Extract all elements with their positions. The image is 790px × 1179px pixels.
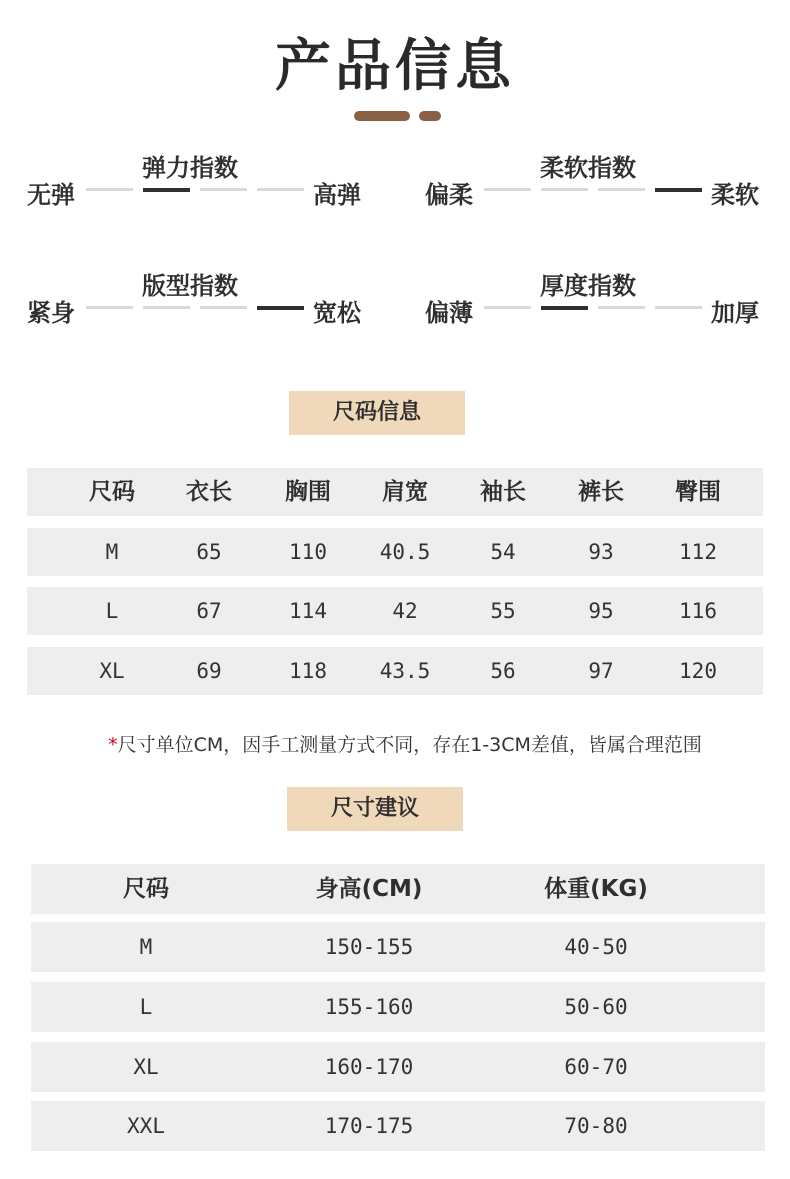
table-row bbox=[31, 922, 765, 972]
table-cell: 93 bbox=[588, 540, 614, 564]
index-left-label: 偏柔 bbox=[425, 181, 473, 209]
index-right-label: 宽松 bbox=[313, 299, 361, 327]
table-cell: 42 bbox=[392, 599, 418, 623]
table-cell: 118 bbox=[289, 659, 327, 683]
table-cell: 120 bbox=[679, 659, 717, 683]
table-row bbox=[27, 528, 763, 576]
table-header-cell: 身高(CM) bbox=[315, 876, 423, 902]
index-right-label: 加厚 bbox=[711, 299, 759, 327]
table-cell: 170-175 bbox=[324, 1114, 414, 1138]
index-title: 柔软指数 bbox=[540, 154, 636, 182]
index-active-segment bbox=[143, 188, 190, 192]
table-cell: L bbox=[139, 995, 153, 1019]
index-title: 厚度指数 bbox=[540, 272, 636, 300]
table-header-cell: 衣长 bbox=[186, 479, 232, 505]
title-underline-long bbox=[354, 111, 410, 121]
table-row bbox=[27, 587, 763, 635]
table-row bbox=[31, 1101, 765, 1151]
table-cell: 69 bbox=[196, 659, 222, 683]
table-cell: 70-80 bbox=[564, 1114, 628, 1138]
table-cell: 114 bbox=[289, 599, 327, 623]
index-segment bbox=[598, 188, 645, 191]
index-segment bbox=[484, 188, 531, 191]
table-cell: 55 bbox=[490, 599, 516, 623]
table-header-cell: 臀围 bbox=[675, 479, 721, 505]
table-cell: 160-170 bbox=[324, 1055, 414, 1079]
size-note bbox=[0, 730, 790, 757]
index-segment bbox=[598, 306, 645, 309]
index-right-label: 柔软 bbox=[711, 181, 759, 209]
table-cell: 65 bbox=[196, 540, 222, 564]
table-header-cell: 袖长 bbox=[480, 479, 526, 505]
index-segment bbox=[86, 188, 133, 191]
index-left-label: 无弹 bbox=[27, 181, 75, 209]
table-cell: L bbox=[105, 599, 119, 623]
table-cell: 43.5 bbox=[379, 659, 431, 683]
index-active-segment bbox=[257, 306, 304, 310]
table-row bbox=[31, 982, 765, 1032]
table-cell: 56 bbox=[490, 659, 516, 683]
table-cell: 40-50 bbox=[564, 935, 628, 959]
index-segment bbox=[484, 306, 531, 309]
table-cell: 97 bbox=[588, 659, 614, 683]
page-title: 产品信息 bbox=[275, 34, 515, 99]
index-segment bbox=[86, 306, 133, 309]
table-cell: 112 bbox=[679, 540, 717, 564]
table-header-cell: 胸围 bbox=[285, 479, 331, 505]
index-title: 弹力指数 bbox=[142, 154, 238, 182]
table-header-cell: 尺码 bbox=[89, 479, 135, 505]
table-cell: M bbox=[105, 540, 119, 564]
table-header-row bbox=[27, 468, 763, 516]
title-underline-short bbox=[419, 111, 441, 121]
index-active-segment bbox=[655, 188, 702, 192]
table-row bbox=[27, 647, 763, 695]
note-star: * bbox=[108, 734, 118, 756]
index-segment bbox=[143, 306, 190, 309]
table-header-row bbox=[31, 864, 765, 914]
table-cell: XL bbox=[133, 1055, 159, 1079]
index-title: 版型指数 bbox=[142, 272, 238, 300]
index-left-label: 紧身 bbox=[27, 299, 75, 327]
table-header-cell: 体重(KG) bbox=[544, 876, 648, 902]
index-segment bbox=[541, 188, 588, 191]
table-cell: 95 bbox=[588, 599, 614, 623]
index-active-segment bbox=[541, 306, 588, 310]
index-segment bbox=[200, 306, 247, 309]
table-header-cell: 肩宽 bbox=[382, 479, 428, 505]
table-cell: 116 bbox=[679, 599, 717, 623]
index-segment bbox=[257, 188, 304, 191]
table-row bbox=[31, 1042, 765, 1092]
table-cell: 67 bbox=[196, 599, 222, 623]
table-cell: XXL bbox=[127, 1114, 165, 1138]
table-header-cell: 裤长 bbox=[578, 479, 624, 505]
index-segment bbox=[655, 306, 702, 309]
table-cell: 40.5 bbox=[379, 540, 431, 564]
index-right-label: 高弹 bbox=[313, 181, 361, 209]
note-text: 尺寸单位CM，因手工测量方式不同，存在1-3CM差值，皆属合理范围 bbox=[117, 734, 702, 756]
table-cell: 150-155 bbox=[324, 935, 414, 959]
table-cell: 155-160 bbox=[324, 995, 414, 1019]
table-cell: 60-70 bbox=[564, 1055, 628, 1079]
index-left-label: 偏薄 bbox=[425, 299, 473, 327]
index-segment bbox=[200, 188, 247, 191]
table-cell: M bbox=[139, 935, 153, 959]
table-cell: 50-60 bbox=[564, 995, 628, 1019]
table-cell: 54 bbox=[490, 540, 516, 564]
table-cell: 110 bbox=[289, 540, 327, 564]
size-info-label: 尺码信息 bbox=[289, 391, 465, 435]
table-header-cell: 尺码 bbox=[123, 876, 169, 902]
size-advice-label: 尺寸建议 bbox=[287, 787, 463, 831]
table-cell: XL bbox=[99, 659, 125, 683]
